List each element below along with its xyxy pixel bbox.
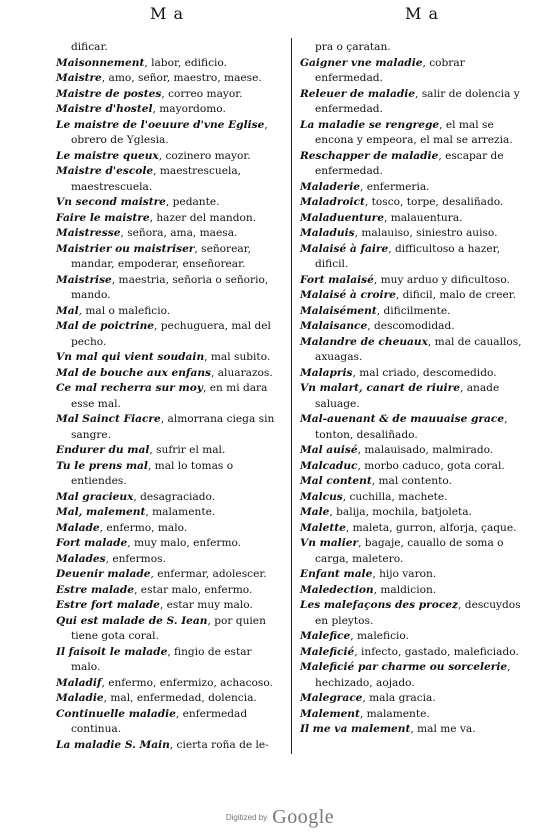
entry-definition: , salir de dolencia y enfermedad. [315,87,524,115]
entry-definition: , pechuguera, mal del pecho. [71,320,275,348]
entry-definition: , tonton, desaliñado. [315,413,511,441]
dictionary-entry [56,645,282,676]
entry-headword: Mal-auenant & de mauuaise grace [300,413,505,425]
dictionary-entry [56,505,282,521]
page-header-left: M a [150,4,185,23]
entry-headword: Male [300,506,330,518]
dictionary-entry [300,536,532,567]
entry-definition: , amo, señor, maestro, maese. [101,72,262,84]
entry-headword: Mal auisé [300,444,358,456]
entry-definition: , el mal se encona y empeora, el mal se arrezia. [315,118,513,146]
entry-definition: , hazer del mandon. [149,211,257,224]
page-header-right: M a [405,4,440,23]
entry-definition: , mala gracia. [362,692,436,704]
entry-headword: Malaisément [300,304,377,317]
entry-definition: , correo mayor. [161,87,243,100]
entry-definition: , enfermar, adolescer. [150,568,267,580]
entry-headword: Maisonnement [56,56,145,69]
entry-headword: Vn second maistre [56,196,166,208]
dictionary-entry [300,490,532,506]
dictionary-entry [56,552,282,568]
entry-definition: , obrero de Yglesia. [71,118,272,146]
dictionary-entry [56,521,282,537]
entry-headword: Maladuis [300,227,355,239]
dictionary-entry [56,536,282,552]
entry-headword: Maistre [56,72,102,84]
entry-definition: , enfermedad continua. [71,707,251,735]
entry-headword: Malegrace [300,692,363,704]
entry-definition: , anade saluage. [315,382,503,410]
entry-definition: , señorear, mandar, empoderar, enseñorear. [71,242,255,270]
entry-headword: Mal Sainct Fiacre [56,413,161,425]
dictionary-entry [56,459,282,490]
dictionary-entry [300,598,532,629]
entry-definition: , hijo varon. [372,568,437,580]
dictionary-entry [56,350,282,366]
dictionary-entry [300,505,532,521]
entry-headword: Endurer du mal [56,444,150,456]
entry-definition: , labor, edificio. [144,56,227,69]
dictionary-entry [300,56,532,87]
dictionary-entry [56,583,282,599]
entry-headword: Vn mal qui vient soudain [56,351,205,363]
dictionary-entry [300,583,532,599]
dictionary-entry [300,660,532,691]
dictionary-entry [300,707,532,723]
dictionary-entry [56,707,282,738]
entry-definition: , escapar de enfermedad. [315,149,507,177]
entry-headword: Mal de bouche aux enfans [56,366,211,379]
dictionary-entry [56,443,282,459]
entry-headword: Le maistre de l'oeuure d'vne Eglise [56,118,265,131]
entry-headword: Faire le maistre [56,211,150,224]
entry-definition: dificar. [71,41,108,53]
dictionary-entry [300,319,532,335]
entry-headword: Malcus [300,490,343,503]
entry-headword: Malaisé à faire [300,242,389,255]
watermark-prefix: Digitized by [225,813,268,822]
entry-headword: Enfant male [300,568,373,580]
dictionary-entry [300,242,532,273]
entry-definition: , tosco, torpe, desaliñado. [364,196,504,208]
entry-definition: , por quien tiene gota coral. [71,614,270,642]
entry-definition: , malauentura. [383,211,463,224]
entry-headword: Malaisé à croire [300,289,396,301]
entry-definition: , descomodidad. [367,320,455,332]
entry-definition: , cuchilla, machete. [342,490,448,503]
entry-definition: , cozinero mayor. [158,149,251,162]
dictionary-entry [300,149,532,180]
dictionary-entry [56,676,282,692]
entry-headword: Maleficié par charme ou sorcelerie [300,661,508,673]
dictionary-entry [300,381,532,412]
entry-headword: Estre fort malade [56,599,160,611]
entry-definition: pra o çaratan. [315,41,391,53]
dictionary-entry [300,87,532,118]
entry-definition: , mal criado, descomedido. [352,366,497,379]
entry-definition: , malamente. [145,506,216,518]
dictionary-entry [300,40,532,56]
dictionary-entry [300,691,532,707]
dictionary-entry [56,490,282,506]
entry-headword: Maladif [56,676,102,689]
entry-definition: , fingio de estar malo. [71,645,255,673]
entry-definition: , estar malo, enfermo. [134,583,253,596]
entry-headword: La maladie S. Main [56,738,170,751]
dictionary-entry [300,459,532,475]
entry-definition: , almorrana ciega sin sangre. [71,413,278,441]
entry-headword: Il faisoit le malade [56,645,168,658]
entry-definition: , desagraciado. [133,490,216,503]
entry-headword: Malade [56,521,100,534]
entry-definition: , pedante. [165,196,220,208]
dictionary-entry [56,195,282,211]
dictionary-entry [56,164,282,195]
google-logo: Google [272,806,335,828]
entry-definition: , en mi dara esse mal. [71,382,271,410]
entry-definition: , descuydos en pleytos. [315,599,524,627]
entry-definition: , malauisado, malmirado. [357,444,494,456]
dictionary-entry [300,521,532,537]
entry-headword: Mal content [300,475,372,487]
entry-headword: Mal de poictrine [56,320,155,332]
entry-definition: , mal subito. [204,351,271,363]
entry-definition: , muy arduo y dificultoso. [373,273,510,286]
entry-definition: , maestrescuela, maestrescuela. [71,165,245,193]
entry-definition: , morbo caduco, gota coral. [357,459,505,472]
entry-headword: Maladroict [300,196,365,208]
entry-headword: Reschapper de maladie [300,149,439,162]
entry-definition: , dificil, malo de creer. [395,289,517,301]
entry-headword: Vn malier [300,537,359,549]
entry-headword: Fort malade [56,537,128,549]
dictionary-entry [56,273,282,304]
entry-headword: Ce mal recherra sur moy [56,382,203,394]
right-column [300,40,532,738]
entry-headword: Malaisance [300,320,368,332]
entry-headword: Maistresse [56,227,121,239]
dictionary-entry [300,288,532,304]
dictionary-entry [56,242,282,273]
entry-headword: Le maistre queux [56,149,159,162]
entry-definition: , dificilmente. [376,304,451,317]
entry-headword: Maladie [56,692,104,704]
entry-headword: Les malefaçons des procez [300,599,459,611]
entry-definition: , malamente. [359,707,430,720]
digitized-watermark [0,806,560,829]
entry-headword: Malcaduc [300,459,358,472]
entry-headword: Maladuenture [300,211,384,224]
entry-definition: , enfermeria. [359,180,430,193]
dictionary-entry [56,71,282,87]
dictionary-entry [56,412,282,443]
entry-headword: Vn malart, canart de riuire [300,382,460,394]
dictionary-entry [56,149,282,165]
entry-definition: , aluarazos. [211,366,273,379]
entry-definition: , maldicion. [373,583,437,596]
entry-headword: Qui est malade de S. Iean [56,614,208,627]
dictionary-entry [300,366,532,382]
entry-headword: Malefice [300,630,351,642]
entry-definition: , enfermos. [105,552,166,565]
entry-definition: , mal, enfermedad, dolencia. [103,692,257,704]
dictionary-entry [300,180,532,196]
dictionary-entry [56,226,282,242]
dictionary-entry [300,195,532,211]
entry-headword: Releuer de maladie [300,87,415,100]
entry-definition: , hechizado, aojado. [315,661,514,689]
entry-headword: Malandre de cheuaux [300,335,428,348]
dictionary-entry [300,629,532,645]
entry-definition: , sufrir el mal. [149,444,226,456]
entry-headword: Malette [300,521,346,534]
dictionary-entry [300,211,532,227]
entry-headword: Maistre d'hostel [56,103,153,115]
entry-headword: Gaigner vne maladie [300,56,423,69]
entry-headword: Maistrier ou maistriser [56,242,195,255]
dictionary-entry [300,722,532,738]
dictionary-entry [56,56,282,72]
dictionary-entry [300,335,532,366]
entry-headword: Estre malade [56,583,135,596]
entry-definition: , señora, ama, maesa. [120,227,238,239]
entry-headword: Maistre d'escole [56,165,154,177]
dictionary-entry [300,645,532,661]
entry-definition: , mal lo tomas o entiendes. [71,459,237,487]
entry-definition: , mayordomo. [152,103,226,115]
entry-definition: , mal o maleficio. [78,304,171,317]
dictionary-entry [300,443,532,459]
entry-headword: Maistre de postes [56,87,162,100]
dictionary-entry [56,102,282,118]
left-column [56,40,282,753]
entry-headword: La maladie se rengrege [300,118,440,131]
dictionary-entry [56,211,282,227]
entry-definition: , muy malo, enfermo. [127,537,242,549]
dictionary-entry [56,40,282,56]
entry-definition: , maleta, gurron, alforja, çaque. [345,521,517,534]
dictionary-entry [56,567,282,583]
dictionary-entry [300,118,532,149]
entry-headword: Maledection [300,583,374,596]
entry-definition: , cobrar enfermedad. [315,56,469,84]
entry-definition: , balija, mochila, batjoleta. [329,506,472,518]
entry-definition: , mal contento. [371,475,452,487]
entry-headword: Malement [300,707,360,720]
entry-definition: , infecto, gastado, maleficiado. [354,645,519,658]
entry-headword: Maistrise [56,273,112,286]
dictionary-entry [56,691,282,707]
dictionary-entry [300,304,532,320]
entry-definition: , maestria, señoria o señorio, mando. [71,273,272,301]
entry-definition: , mal me va. [410,723,476,735]
entry-headword: Il me va malement [300,723,411,735]
entry-definition: , mal de cauallos, axuagas. [315,335,525,363]
entry-headword: Mal, malement [56,506,146,518]
entry-headword: Mal [56,304,79,317]
entry-definition: , bagaje, cauallo de soma o carga, maletero. [315,537,507,565]
entry-definition: , cierta roña de le- [169,738,269,751]
entry-definition: , malauiso, siniestro auiso. [354,227,498,239]
entry-definition: , maleficio. [350,630,409,642]
entry-headword: Malapris [300,366,353,379]
column-divider [291,38,292,754]
dictionary-entry [300,273,532,289]
dictionary-entry [300,226,532,242]
entry-definition: , estar muy malo. [159,599,253,611]
dictionary-entry [56,614,282,645]
entry-headword: Malades [56,552,106,565]
entry-definition: , enfermo, enfermizo, achacoso. [101,676,273,689]
dictionary-entry [56,598,282,614]
dictionary-entry [56,381,282,412]
dictionary-entry [56,87,282,103]
entry-definition: , difficultoso a hazer, dificil. [315,242,504,270]
entry-headword: Mal gracieux [56,490,134,503]
entry-headword: Maleficié [300,645,355,658]
entry-headword: Deuenir malade [56,568,151,580]
dictionary-entry [56,366,282,382]
dictionary-entry [300,412,532,443]
entry-headword: Continuelle maladie [56,707,176,720]
entry-headword: Maladerie [300,180,360,193]
dictionary-entry [56,319,282,350]
dictionary-entry [300,567,532,583]
dictionary-entry [56,304,282,320]
entry-definition: , enfermo, malo. [99,521,188,534]
entry-headword: Tu le prens mal [56,459,148,472]
dictionary-entry [300,474,532,490]
dictionary-entry [56,738,282,754]
entry-headword: Fort malaisé [300,273,374,286]
dictionary-entry [56,118,282,149]
